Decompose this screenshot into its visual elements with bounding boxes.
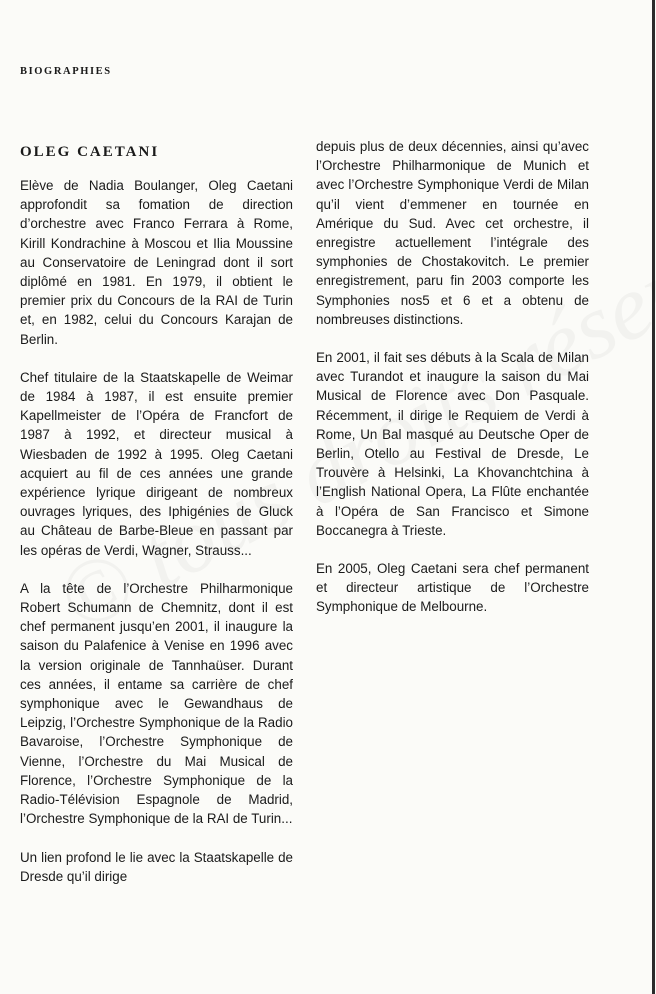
paragraph: A la tête de l’Orchestre Philharmonique Robert Schumann de Chemnitz, dont il est chef permanent jusqu’en 2001, il inaugure la saison du Palafenice à Venise en 1996 avec la version originale de Tannhaüser. Durant ces années, il entame sa carrière de chef symphonique avec le Gewandhaus de Leipzig, l’Orchestre Symphonique de la Radio Bavaroise, l’Orchestre Symphonique de Vienne, l’Orchestre du Mai Musical de Florence, l’Orchestre Symphonique de la Radio-Télévision Espagnole de Madrid, l’Orchestre Symphonique de la RAI de Turin... bbox=[20, 580, 293, 827]
paragraph: Chef titulaire de la Staatskapelle de Weimar de 1984 à 1987, il est ensuite premier Kapellmeister de l’Opéra de Francfort de 1987 à 1992, et directeur musical à Wiesbaden de 1992 à 1995. Oleg Caetani acquiert au fil de ces années une grande expérience lyrique dirigeant de nombreux ouvrages lyriques, des Iphigénies de Gluck au Château de Barbe-Bleue en passant par les opéras de Verdi, Wagner, Strauss... bbox=[20, 369, 293, 558]
right-column bbox=[316, 137, 589, 617]
section-label: BIOGRAPHIES bbox=[20, 66, 112, 77]
paragraph: Elève de Nadia Boulanger, Oleg Caetani approfondit sa fomation de direction d’orchestre avec Franco Ferrara à Rome, Kirill Kondrachine à Moscou et Ilia Moussine au Conservatoire de Leningrad dont il sort diplômé en 1981. En 1979, il obtient le premier prix du Concours de la RAI de Turin et, en 1982, celui du Concours Karajan de Berlin. bbox=[20, 178, 293, 347]
page-title: OLEG CAETANI bbox=[20, 144, 160, 160]
left-column bbox=[20, 176, 293, 886]
paragraph: Un lien profond le lie avec la Staatskapelle de Dresde qu’il dirige bbox=[20, 849, 293, 884]
paragraph: En 2001, il fait ses débuts à la Scala de Milan avec Turandot et inaugure la saison du Mai Musical de Florence avec Don Pasquale. Récemment, il dirige le Requiem de Verdi à Rome, Un Bal masqué au Deutsche Oper de Berlin, Otello au Festival de Dresde, Le Trouvère à Helsinki, La Khovanchtchina à l’English National Opera, La Flûte enchantée à l’Opéra de San Francisco et Simone Boccanegra à Trieste. bbox=[316, 350, 589, 538]
paragraph: depuis plus de deux décennies, ainsi qu’avec l’Orchestre Philharmonique de Munich et avec l’Orchestre Symphonique Verdi de Milan qu’il vient d’emmener en tournée en Amérique du Sud. Avec cet orchestre, il enregistre actuellement l’intégrale des symphonies de Chostakovitch. Le premier enregistrement, paru fin 2003 comporte les Symphonies nos5 et 6 et a obtenu de nombreuses distinctions. bbox=[316, 139, 589, 327]
paragraph: En 2005, Oleg Caetani sera chef permanent et directeur artistique de l’Orchestre Symphonique de Melbourne. bbox=[316, 561, 589, 615]
